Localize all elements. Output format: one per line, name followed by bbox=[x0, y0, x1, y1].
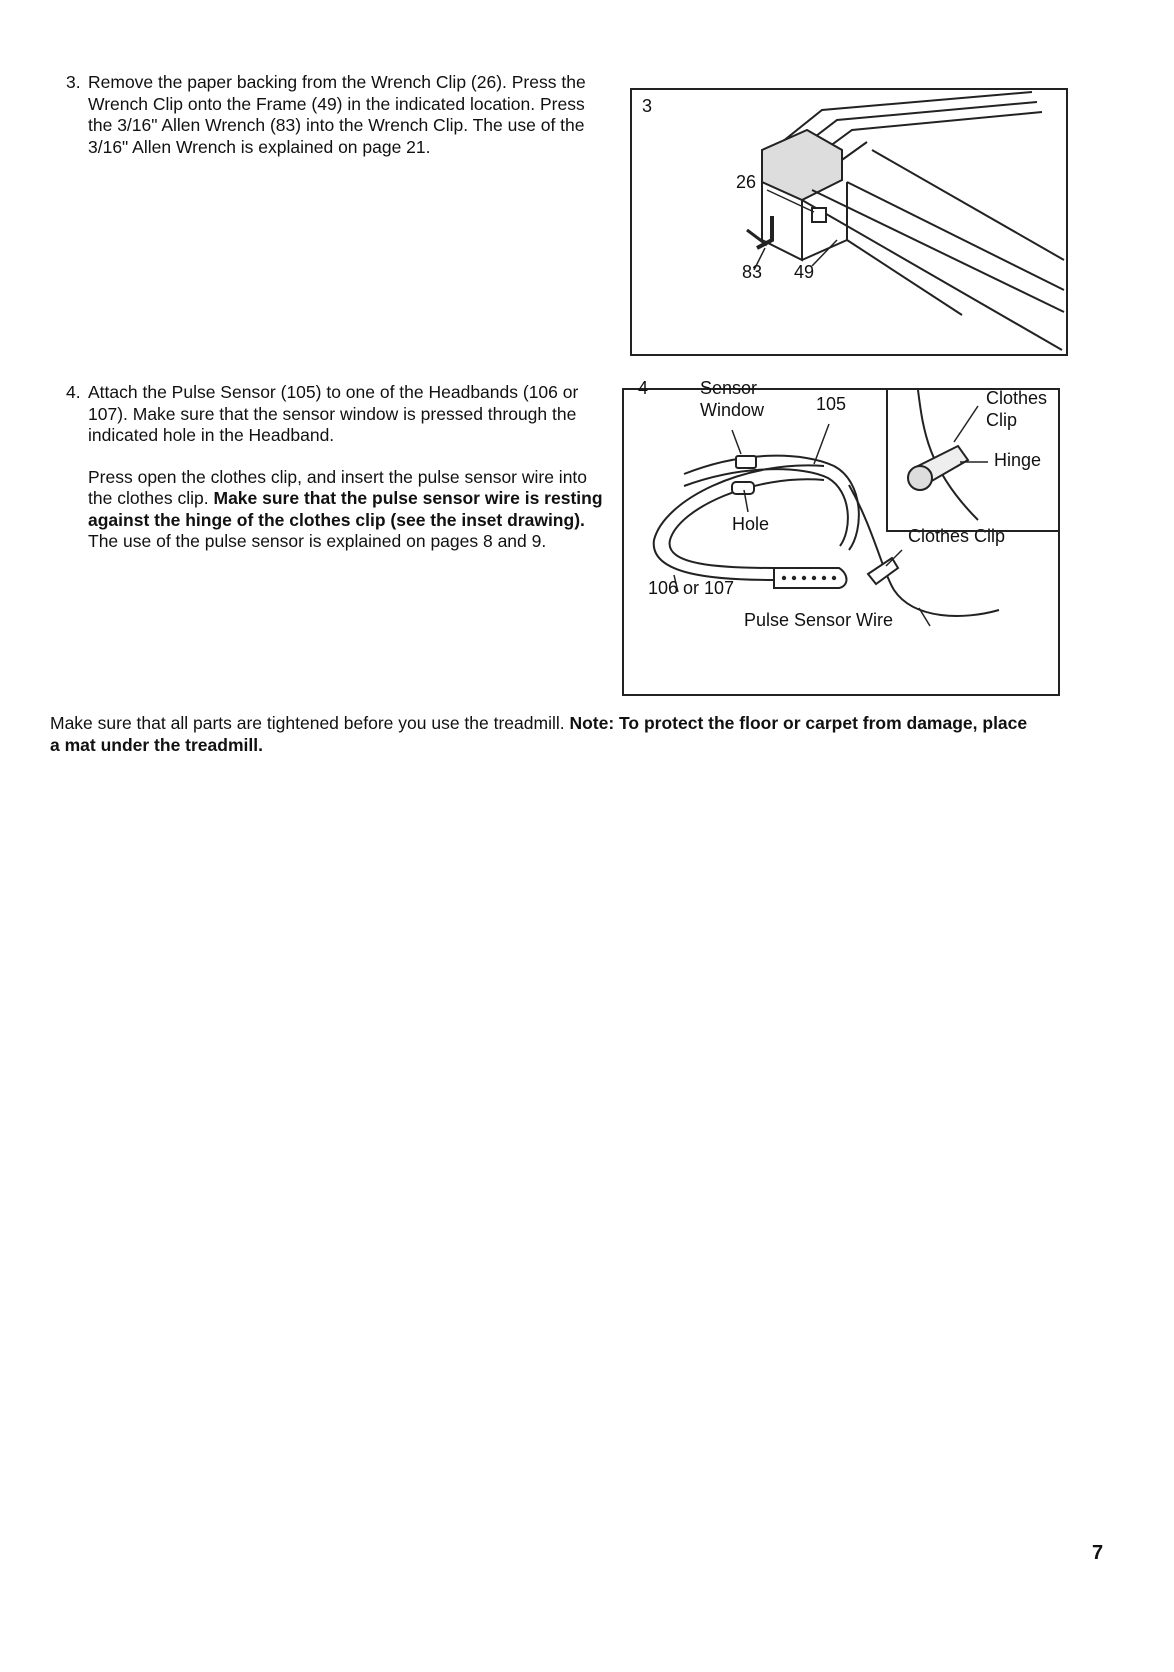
inset-label-clip: Clip bbox=[986, 410, 1018, 430]
label-pulse-sensor-wire: Pulse Sensor Wire bbox=[744, 610, 894, 630]
label-window: Window bbox=[700, 400, 765, 420]
step-4-para-2-plain: Press open the clothes clip, and insert the pulse sensor wire into the clothes clip. bbox=[88, 466, 588, 508]
label-sensor: Sensor bbox=[700, 378, 758, 398]
label-pulse-sensor-105: 105 bbox=[816, 394, 847, 414]
figure-4-number: 4 bbox=[638, 378, 649, 398]
inset-label-hinge: Hinge bbox=[994, 450, 1042, 470]
step-4-para-1: Attach the Pulse Sensor (105) to one of the Headbands (106 or 107). Make sure that the sensor window is pressed through the indicated hole in the Headband. bbox=[88, 382, 579, 445]
label-hole: Hole bbox=[732, 514, 770, 534]
label-allen-wrench: 83 bbox=[742, 262, 763, 282]
label-clothes-clip: Clothes Clip bbox=[908, 526, 1006, 546]
label-wrench-clip: 26 bbox=[736, 172, 757, 192]
page-number: 7 bbox=[1092, 1542, 1104, 1564]
figure-3-illustration bbox=[632, 90, 1066, 354]
step-4-number: 4. bbox=[66, 382, 81, 402]
step-3 bbox=[66, 72, 608, 158]
figure-4 bbox=[622, 378, 1060, 696]
label-frame: 49 bbox=[794, 262, 815, 282]
label-headband: 106 or 107 bbox=[648, 578, 735, 598]
inset-label-clothes: Clothes bbox=[986, 388, 1048, 408]
step-4 bbox=[66, 382, 608, 553]
final-note bbox=[50, 712, 1040, 756]
step-3-number: 3. bbox=[66, 72, 81, 92]
clothes-clip-inset bbox=[886, 390, 1060, 532]
final-note-bold: Note: To protect the floor or carpet from damage, place a mat under the treadmill. bbox=[50, 713, 1028, 755]
step-4-para-2-bold: Make sure that the pulse sensor wire is resting against the hinge of the clothes clip (see the inset drawing). bbox=[88, 488, 603, 530]
figure-3-number: 3 bbox=[642, 96, 653, 116]
step-4-para-2-end: The use of the pulse sensor is explained on pages 8 and 9. bbox=[88, 531, 547, 551]
final-note-plain: Make sure that all parts are tightened before you use the treadmill. bbox=[50, 713, 565, 733]
figure-3 bbox=[630, 88, 1068, 356]
step-4-para-2 bbox=[88, 467, 608, 553]
step-3-text: Remove the paper backing from the Wrench Clip (26). Press the Wrench Clip onto the Frame (49) in the indicated location. Press the 3/16" Allen Wrench (83) into the Wrench Clip. The use of the 3/16" Allen Wrench is explained on page 21. bbox=[88, 72, 586, 157]
